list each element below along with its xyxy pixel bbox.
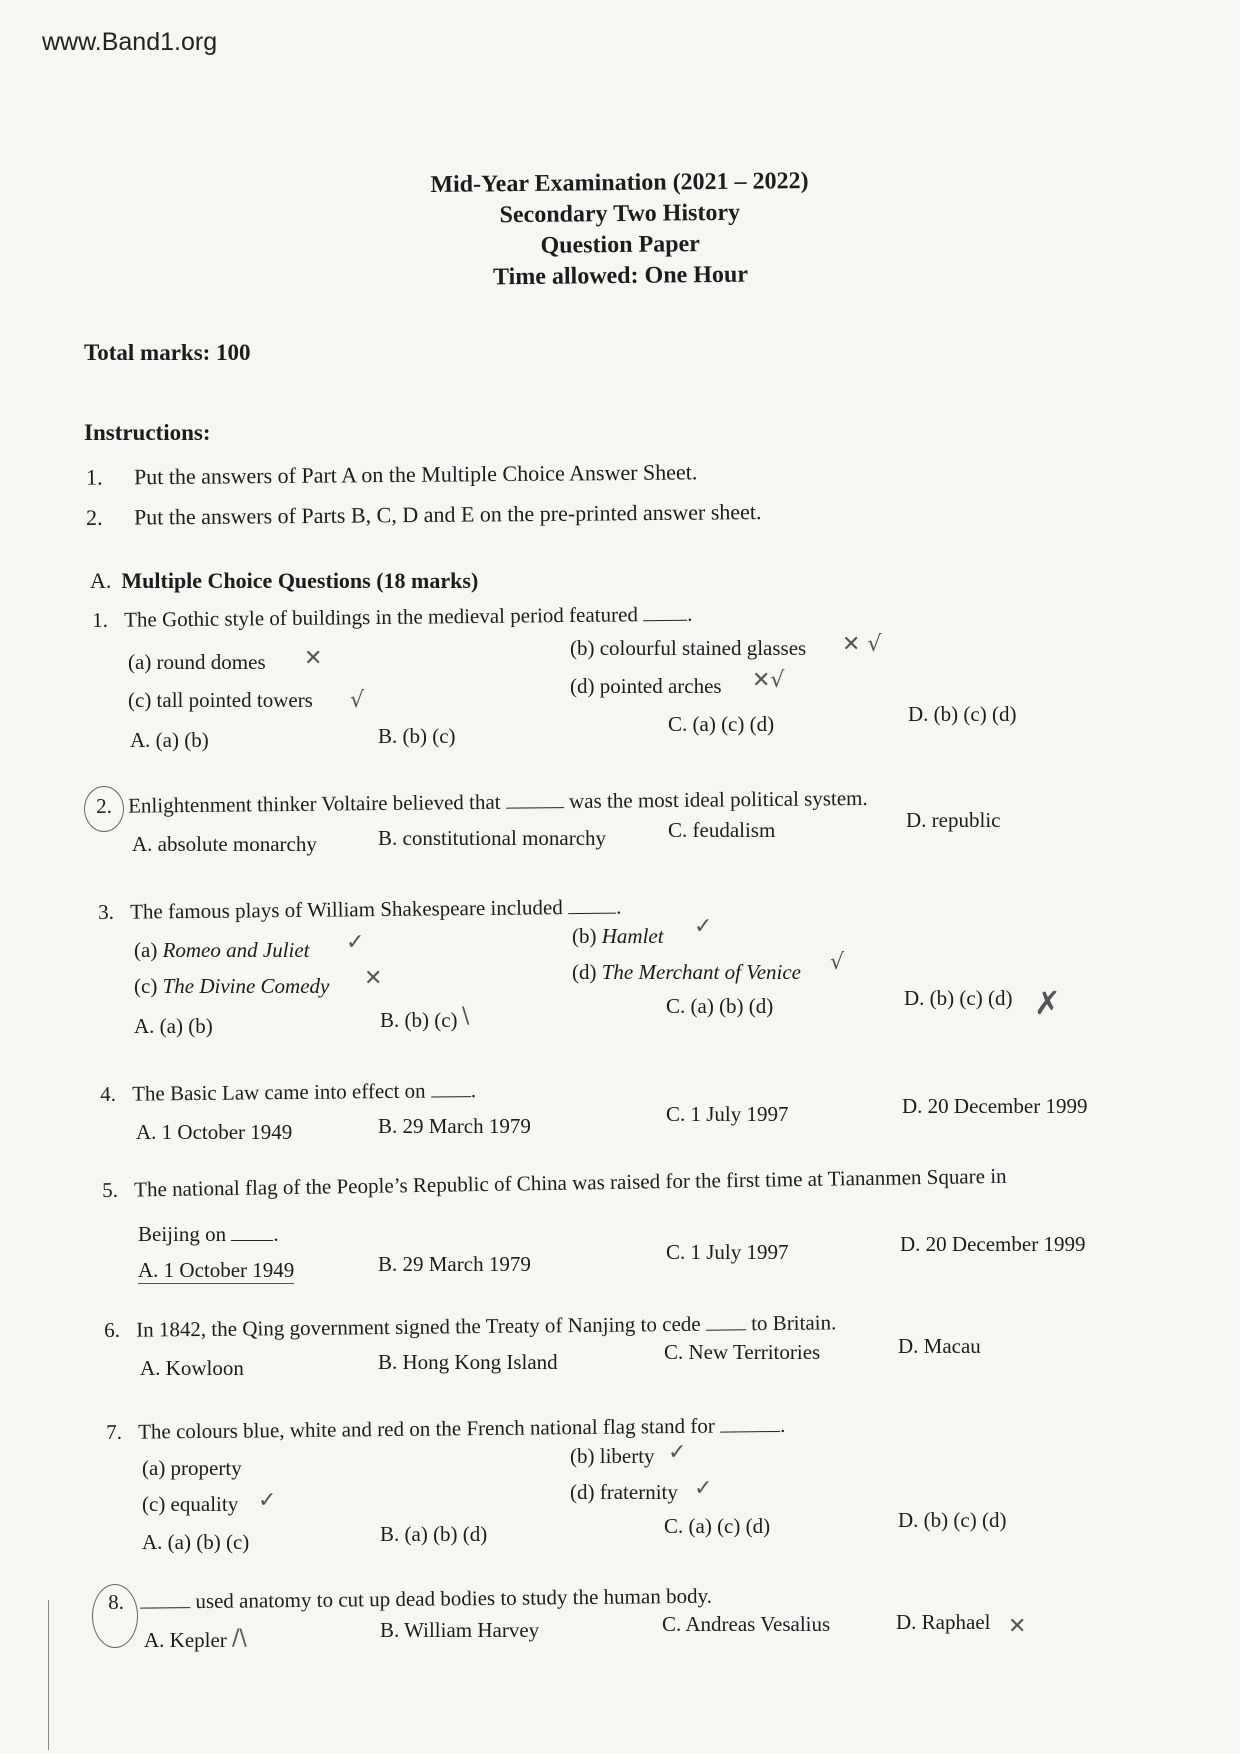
choice-b: B. constitutional monarchy xyxy=(378,826,607,850)
option-c: (c) tall pointed towers xyxy=(128,688,313,712)
question-2-stem xyxy=(96,786,868,819)
option-title: Hamlet xyxy=(601,924,664,948)
question-5-stem-line2 xyxy=(138,1222,279,1247)
handwritten-check-icon: √ xyxy=(350,688,365,713)
handwritten-check-icon: ✓ xyxy=(694,1476,713,1501)
choice-d: D. republic xyxy=(906,808,1001,832)
choice-b: B. William Harvey xyxy=(380,1618,540,1642)
choice-a: A. Kepler xyxy=(144,1628,227,1652)
question-text: The Basic Law came into effect on xyxy=(131,1078,426,1106)
question-text: Beijing on xyxy=(138,1222,227,1246)
question-4-stem xyxy=(100,1078,476,1107)
handwritten-cross-icon: ✕ xyxy=(304,646,323,671)
option-label: (a) xyxy=(134,938,158,962)
option-d xyxy=(572,960,801,985)
option-b: (b) liberty xyxy=(570,1444,655,1468)
total-marks: Total marks: 100 xyxy=(84,340,251,365)
option-label: (c) xyxy=(134,974,158,998)
handwritten-check-icon: ✓ xyxy=(258,1488,277,1513)
section-a-heading xyxy=(90,568,478,594)
choice-c: C. feudalism xyxy=(668,818,776,842)
watermark-url: www.Band1.org xyxy=(42,28,218,56)
question-3-stem xyxy=(98,895,621,925)
choice-a: A. absolute monarchy xyxy=(132,832,317,856)
option-b: (b) colourful stained glasses xyxy=(570,636,807,660)
exam-paper-type: Question Paper xyxy=(540,231,700,259)
choice-d: D. (b) (c) (d) xyxy=(904,986,1013,1010)
question-number: 5. xyxy=(102,1177,119,1202)
choice-c: C. (a) (c) (d) xyxy=(668,712,775,736)
question-text-end: . xyxy=(779,1412,786,1437)
answer-blank xyxy=(568,895,616,915)
choice-a: A. 1 October 1949 xyxy=(138,1258,295,1282)
question-number: 2. xyxy=(96,793,113,818)
choice-b: B. Hong Kong Island xyxy=(378,1350,558,1374)
question-text-end: to Britain. xyxy=(751,1310,837,1336)
option-a: (a) property xyxy=(142,1456,242,1480)
choice-d: D. Raphael xyxy=(896,1610,991,1634)
choice-a: A. Kowloon xyxy=(140,1356,244,1380)
choice-c: C. (a) (b) (d) xyxy=(666,994,774,1018)
question-5-stem xyxy=(102,1164,1007,1203)
handwritten-cross-check-icon: ✕√ xyxy=(752,668,785,693)
choice-d: D. 20 December 1999 xyxy=(902,1094,1088,1118)
option-a: (a) round domes xyxy=(128,650,266,674)
answer-blank xyxy=(720,1413,780,1433)
choice-a: A. (a) (b) (c) xyxy=(142,1530,250,1554)
option-title: The Divine Comedy xyxy=(162,974,330,998)
question-text: used anatomy to cut up dead bodies to study the human body. xyxy=(195,1583,713,1614)
choice-c: C. (a) (c) (d) xyxy=(664,1514,771,1538)
choice-d: D. 20 December 1999 xyxy=(900,1232,1086,1256)
question-text: The Gothic style of buildings in the medieval period featured xyxy=(123,602,639,632)
handwritten-cross-icon: ✕ xyxy=(364,966,383,991)
option-d: (d) pointed arches xyxy=(570,674,722,698)
question-text-end: . xyxy=(470,1078,477,1103)
option-b xyxy=(572,924,664,949)
exam-subject: Secondary Two History xyxy=(499,199,741,229)
answer-blank xyxy=(431,1078,471,1097)
option-c xyxy=(134,974,329,999)
choice-b: B. 29 March 1979 xyxy=(378,1114,531,1138)
answer-blank xyxy=(643,602,687,621)
question-text: Enlightenment thinker Voltaire believed that xyxy=(127,789,501,818)
question-text: The famous plays of William Shakespeare included xyxy=(129,895,563,924)
answer-blank xyxy=(231,1222,273,1241)
option-a xyxy=(134,938,310,963)
handwritten-check-icon: √ xyxy=(830,950,845,975)
option-title: Romeo and Juliet xyxy=(162,938,310,962)
question-number: 3. xyxy=(98,899,115,924)
question-number: 8. xyxy=(108,1589,125,1614)
instructions-title: Instructions: xyxy=(84,420,211,445)
choice-a: A. 1 October 1949 xyxy=(136,1120,293,1144)
option-c: (c) equality xyxy=(142,1492,239,1516)
instruction-number: 1. xyxy=(85,464,103,490)
option-label: (d) xyxy=(572,960,597,984)
handwritten-cross-icon: \ xyxy=(462,1004,470,1029)
handwritten-cross-icon: /\ xyxy=(232,1626,247,1651)
handwritten-check-icon: ✓ xyxy=(668,1440,687,1465)
choice-c: C. Andreas Vesalius xyxy=(662,1612,831,1636)
choice-b: B. (b) (c) xyxy=(380,1008,458,1032)
question-number: 6. xyxy=(104,1317,121,1342)
choice-b: B. (b) (c) xyxy=(378,724,456,748)
question-text-end: . xyxy=(615,894,622,919)
instruction-text: Put the answers of Parts B, C, D and E on the pre-printed answer sheet. xyxy=(133,499,762,530)
choice-b: B. (a) (b) (d) xyxy=(380,1522,488,1546)
handwritten-check-icon: ✓ xyxy=(694,914,713,939)
choice-c: C. 1 July 1997 xyxy=(666,1102,789,1126)
question-8-stem xyxy=(108,1584,712,1615)
answer-blank xyxy=(506,789,564,809)
question-text: In 1842, the Qing government signed the Treaty of Nanjing to cede xyxy=(135,1311,701,1342)
choice-c: C. New Territories xyxy=(664,1340,821,1364)
exam-time-allowed: Time allowed: One Hour xyxy=(492,261,749,291)
choice-d: D. (b) (c) (d) xyxy=(908,702,1017,726)
section-title: Multiple Choice Questions (18 marks) xyxy=(121,568,479,593)
exam-title: Mid-Year Examination (2021 – 2022) xyxy=(430,168,809,198)
handwritten-cross-icon: ✗ xyxy=(1034,984,1061,1022)
choice-d: D. (b) (c) (d) xyxy=(898,1508,1007,1532)
answer-blank xyxy=(140,1589,190,1609)
question-number: 4. xyxy=(100,1081,117,1106)
question-text-end: . xyxy=(686,601,693,626)
choice-a: A. (a) (b) xyxy=(130,728,209,752)
choice-a: A. (a) (b) xyxy=(134,1014,213,1038)
option-d: (d) fraternity xyxy=(570,1480,678,1504)
question-text: The national flag of the People’s Republic of China was raised for the first time at Tiananmen Square in xyxy=(133,1163,1007,1202)
question-text-end: was the most ideal political system. xyxy=(568,785,868,814)
choice-c: C. 1 July 1997 xyxy=(666,1240,789,1264)
page-edge-line xyxy=(48,1600,49,1750)
question-1-stem xyxy=(92,602,693,633)
option-title: The Merchant of Venice xyxy=(601,960,801,984)
instruction-text: Put the answers of Part A on the Multiple Choice Answer Sheet. xyxy=(133,459,698,490)
question-number: 7. xyxy=(106,1419,123,1444)
instruction-item xyxy=(86,459,698,490)
exam-header xyxy=(379,165,860,294)
question-number: 1. xyxy=(92,607,109,632)
choice-b: B. 29 March 1979 xyxy=(378,1252,531,1276)
answer-blank xyxy=(706,1311,746,1330)
section-letter: A. xyxy=(90,568,112,593)
question-text-end: . xyxy=(273,1222,279,1246)
instruction-item xyxy=(86,499,762,531)
question-6-stem xyxy=(104,1310,836,1343)
instruction-number: 2. xyxy=(85,504,103,530)
question-text: The colours blue, white and red on the French national flag stand for xyxy=(137,1413,715,1444)
handwritten-cross-icon: ✕ xyxy=(1008,1614,1027,1639)
choice-d: D. Macau xyxy=(898,1334,981,1358)
option-label: (b) xyxy=(572,924,597,948)
handwritten-check-icon: ✓ xyxy=(346,930,365,955)
handwritten-cross-check-icon: ✕ √ xyxy=(842,632,882,657)
